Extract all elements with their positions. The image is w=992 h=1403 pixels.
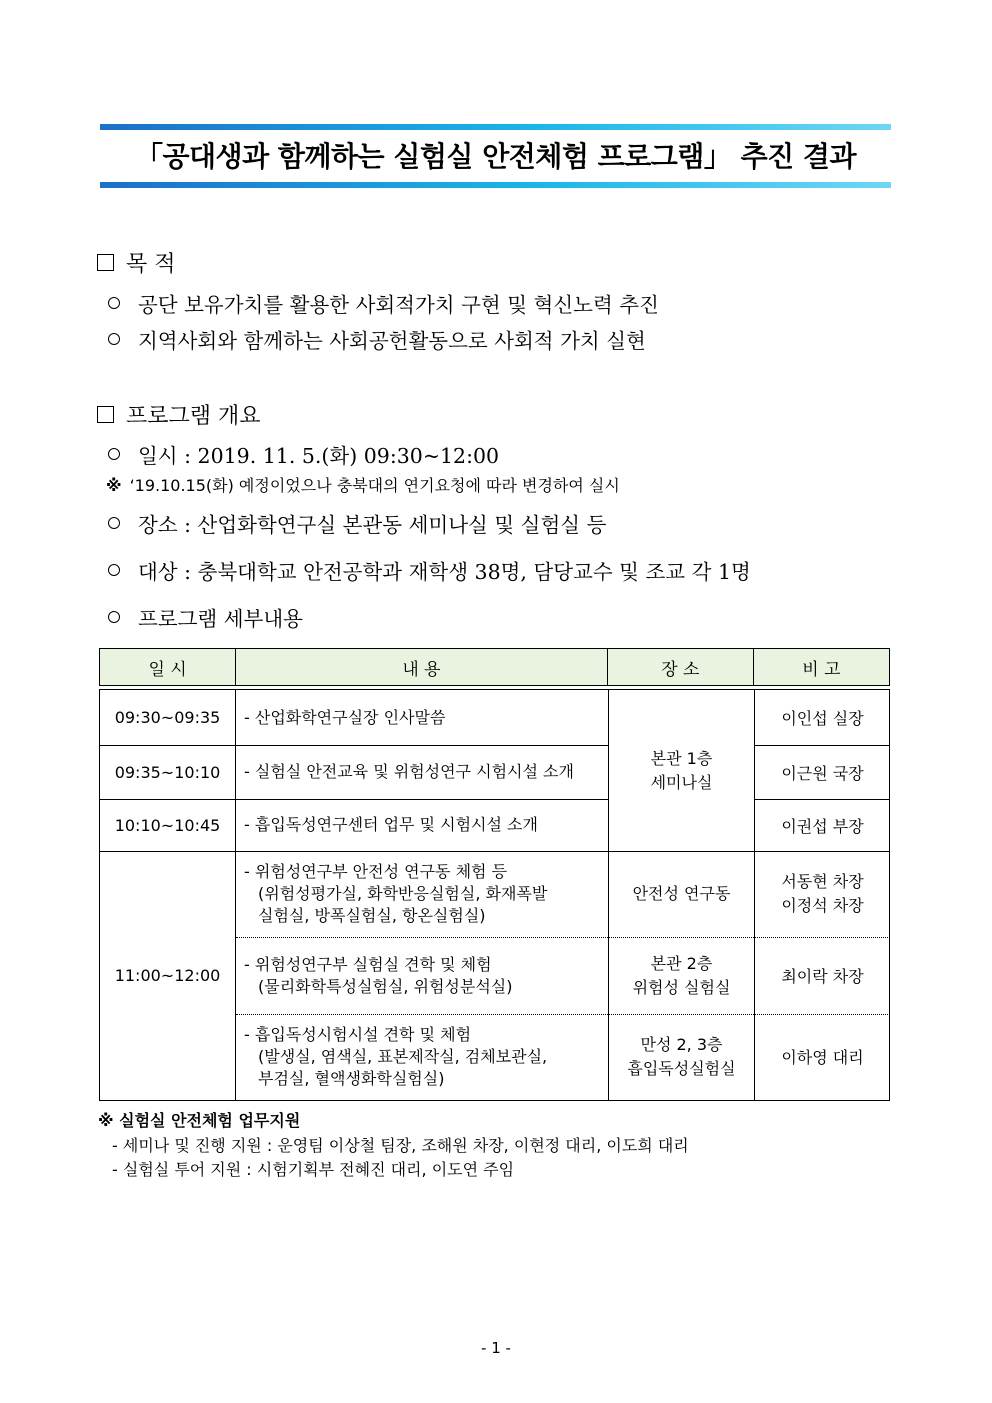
bullet-text: 대상 : 충북대학교 안전공학과 재학생 38명, 담당교수 및 조교 각 1명: [138, 560, 751, 584]
schedule-table: [99, 648, 890, 1101]
table-cell-time: 11:00~12:00: [114, 965, 221, 985]
circle-bullet-icon: [108, 517, 120, 529]
table-cell-time: 09:30~09:35: [114, 708, 221, 727]
title-top-rule: [100, 124, 891, 130]
table-cell-place: 본관 2층 위험성 실험실: [632, 953, 731, 997]
bullet-item-target: [108, 555, 751, 585]
bullet-text: 장소 : 산업화학연구실 본관동 세미나실 및 실험실 등: [138, 513, 607, 537]
bullet-item: [108, 288, 659, 318]
table-cell-remark: 최이락 차장: [781, 967, 864, 986]
table-cell-time: 10:10~10:45: [114, 815, 221, 835]
table-cell-place: 만성 2, 3층 흡입독성실험실: [627, 1034, 736, 1078]
note-mark: ※: [106, 476, 122, 495]
table-cell-remark: 이권섭 부장: [781, 816, 864, 836]
table-header-row: [99, 648, 890, 686]
bullet-text: 공단 보유가치를 활용한 사회적가치 구현 및 혁신노력 추진: [138, 293, 659, 317]
section-heading-text: 프로그램 개요: [126, 404, 261, 429]
support-item: - 세미나 및 진행 지원 : 운영팀 이상철 팀장, 조해원 차장, 이현정 대리, 이도희 대리: [112, 1136, 689, 1155]
table-cell-content: - 흡입독성연구센터 업무 및 시험시설 소개: [244, 815, 538, 834]
section-heading-text: 목 적: [126, 252, 176, 277]
circle-bullet-icon: [108, 297, 120, 309]
square-bullet-icon: [97, 254, 114, 271]
bullet-item: [108, 324, 646, 354]
circle-bullet-icon: [108, 611, 120, 623]
note-text: ‘19.10.15(화) 예정이었으나 충북대의 연기요청에 따라 변경하여 실시: [129, 476, 620, 495]
table-cell-place: 안전성 연구동: [632, 884, 731, 903]
header-content: 내 용: [236, 649, 608, 685]
section-heading-overview: [97, 399, 261, 430]
document-title: 「공대생과 함께하는 실험실 안전체험 프로그램」 추진 결과: [134, 140, 857, 173]
table-cell-remark: 이근원 국장: [781, 763, 864, 783]
support-item: - 실험실 투어 지원 : 시험기획부 전혜진 대리, 이도연 주임: [112, 1160, 515, 1179]
table-cell-remark: 서동현 차장 이정석 차장: [781, 872, 864, 915]
section-heading-purpose: [97, 247, 176, 278]
support-title: ※ 실험실 안전체험 업무지원: [98, 1111, 301, 1130]
header-place: 장 소: [608, 649, 754, 685]
table-cell-remark: 이인섭 실장: [781, 709, 864, 728]
table-cell-content: - 위험성연구부 안전성 연구동 체험 등 (위험성평가실, 화학반응실험실, 화재폭발 실험실, 방폭실험실, 항온실험실): [244, 862, 548, 925]
circle-bullet-icon: [108, 333, 120, 345]
square-bullet-icon: [97, 406, 114, 423]
table-cell-content: - 위험성연구부 실험실 견학 및 체험 (물리화학특성실험실, 위험성분석실): [244, 954, 513, 996]
table-cell-time: 09:35~10:10: [114, 762, 221, 782]
table-cell-place: 본관 1층 세미나실: [650, 748, 713, 792]
bullet-text: 프로그램 세부내용: [138, 607, 303, 631]
circle-bullet-icon: [108, 448, 120, 460]
bullet-item-date: [108, 439, 499, 469]
header-remark: 비 고: [802, 659, 841, 680]
title-bottom-rule: [100, 182, 891, 188]
table-cell-content: - 실험실 안전교육 및 위험성연구 시험시설 소개: [244, 762, 574, 781]
bullet-text: 지역사회와 함께하는 사회공헌활동으로 사회적 가치 실현: [138, 329, 646, 353]
table-body: [99, 689, 890, 1101]
table-cell-content: - 흡입독성시험시설 견학 및 체험 (발생실, 염색실, 표본제작실, 검체보관실, 부검실, 혈액생화학실험실): [244, 1024, 548, 1088]
table-cell-content: - 산업화학연구실장 인사말씀: [244, 707, 446, 727]
circle-bullet-icon: [108, 564, 120, 576]
bullet-text: 일시 : 2019. 11. 5.(화) 09:30~12:00: [138, 444, 500, 468]
schedule-change-note: [106, 473, 620, 496]
header-time: 일 시: [100, 649, 236, 685]
bullet-item-details: [108, 602, 303, 632]
page-number: - 1 -: [481, 1339, 511, 1357]
table-cell-remark: 이하영 대리: [781, 1048, 864, 1067]
bullet-item-place: [108, 508, 606, 538]
